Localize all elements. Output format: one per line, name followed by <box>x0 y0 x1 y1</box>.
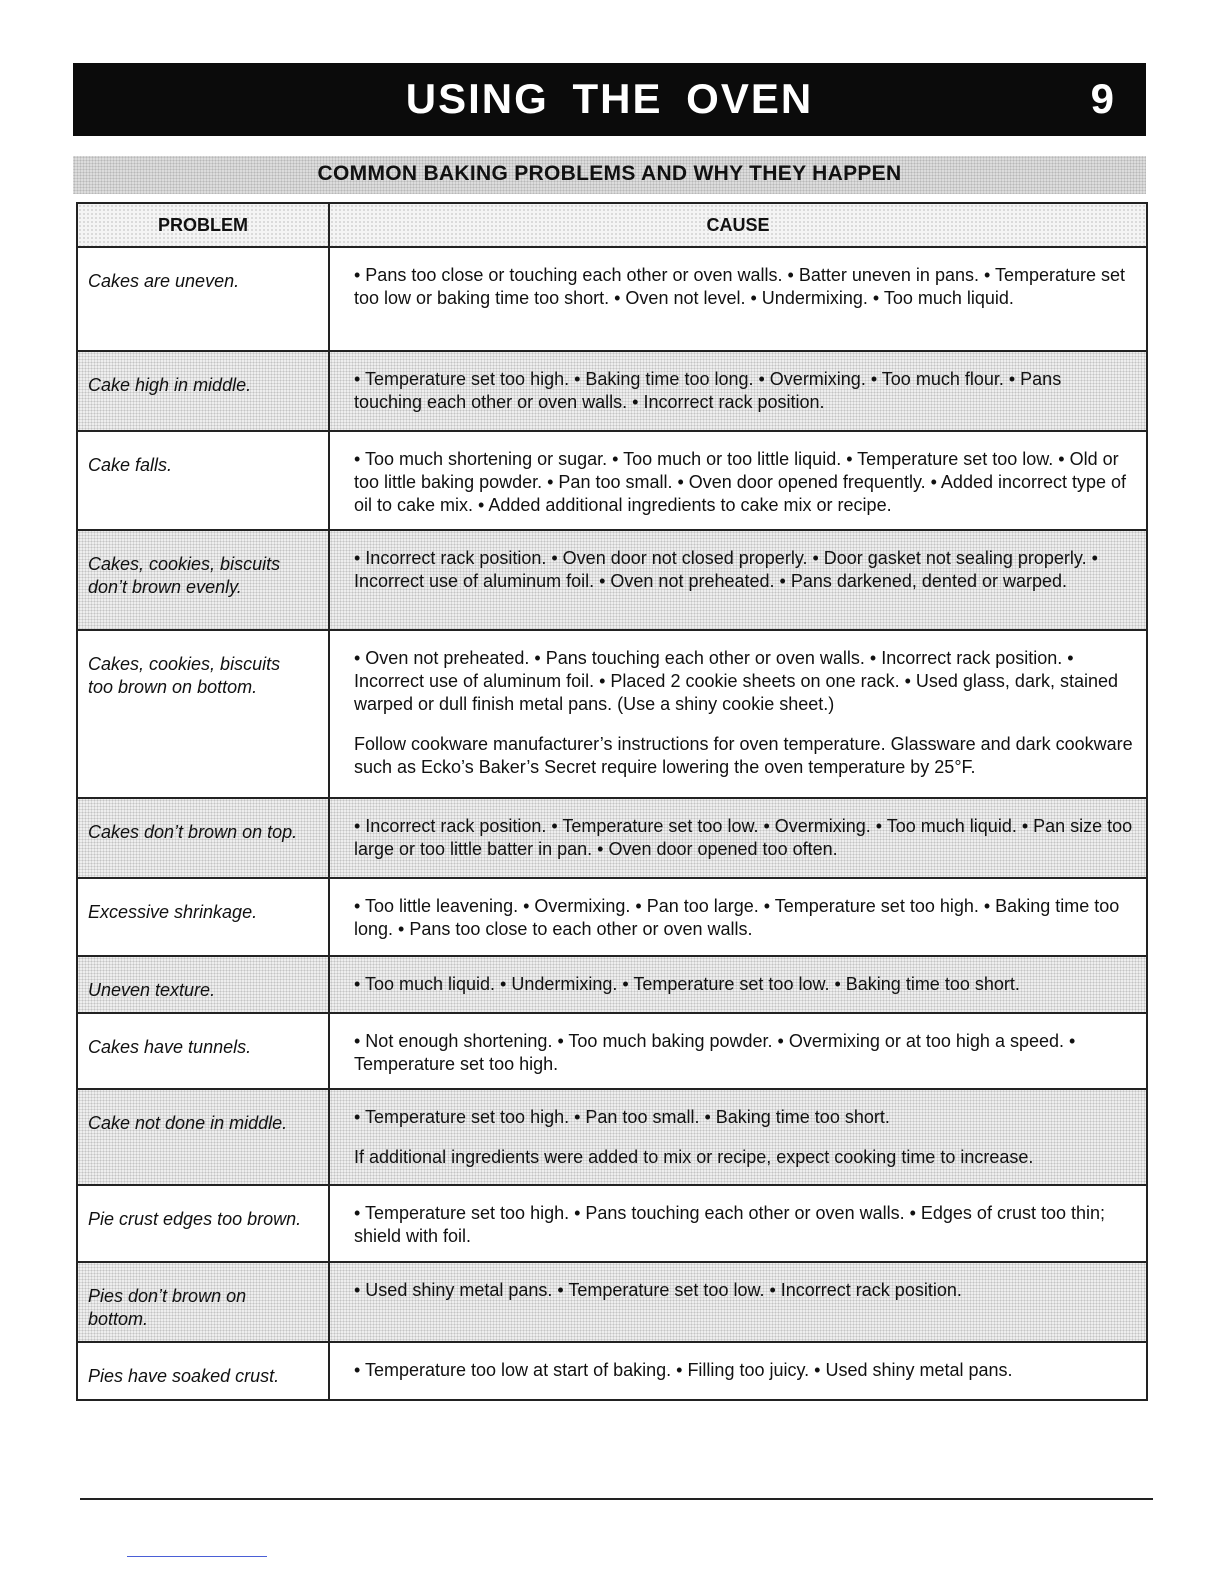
page-title: USING THE OVEN <box>405 75 814 122</box>
cause-note: If additional ingredients were added to mix or recipe, expect cooking time to increase. <box>354 1147 1034 1167</box>
problem-cell: Cakes have tunnels. <box>77 1013 329 1089</box>
problem-cell: Pie crust edges too brown. <box>77 1185 329 1262</box>
cause-text: • Not enough shortening. • Too much baking powder. • Overmixing or at too high a speed. • Temperature set too high. <box>354 1031 1076 1074</box>
table-row <box>77 1185 1147 1262</box>
cause-cell <box>329 1185 1147 1262</box>
cause-cell <box>329 247 1147 351</box>
cause-cell <box>329 1089 1147 1185</box>
problem-column-header: PROBLEM <box>77 203 329 247</box>
problem-cell: Cakes are uneven. <box>77 247 329 351</box>
table-row <box>77 956 1147 1013</box>
cause-text: • Temperature set too high. • Pans touching each other or oven walls. • Edges of crust too thin; shield with foil. <box>354 1203 1105 1246</box>
table-row <box>77 1262 1147 1342</box>
problem-cell: Uneven texture. <box>77 956 329 1013</box>
cause-text: • Too much shortening or sugar. • Too much or too little liquid. • Temperature set too low. • Old or too little baking powder. • Pan too small. • Oven door opened frequently. • Added incorrect type of oil to cake mix. • Added additional ingredients to cake mix or recipe. <box>354 449 1127 515</box>
cause-cell <box>329 431 1147 530</box>
problem-cell: Cake falls. <box>77 431 329 530</box>
cause-cell <box>329 798 1147 878</box>
cause-note: Follow cookware manufacturer’s instructions for oven temperature. Glassware and dark cookware such as Ecko’s Baker’s Secret require lowering the oven temperature by 25°F. <box>354 734 1133 777</box>
table-row <box>77 431 1147 530</box>
problem-cell: Cakes don’t brown on top. <box>77 798 329 878</box>
cause-text: • Oven not preheated. • Pans touching each other or oven walls. • Incorrect rack position. • Incorrect use of aluminum foil. • Placed 2 cookie sheets on one rack. • Used glass, dark, stained warped or dull finish metal pans. (Use a shiny cookie sheet.) <box>354 648 1118 714</box>
cause-cell <box>329 530 1147 630</box>
problem-cell: Cake not done in middle. <box>77 1089 329 1185</box>
table-row <box>77 530 1147 630</box>
table-row <box>77 351 1147 431</box>
table-row <box>77 630 1147 798</box>
problem-cell: Cakes, cookies, biscuits don’t brown evenly. <box>77 530 329 630</box>
table-row <box>77 878 1147 956</box>
problem-cell: Pies don’t brown on bottom. <box>77 1262 329 1342</box>
page-header <box>73 63 1146 136</box>
problem-cell: Excessive shrinkage. <box>77 878 329 956</box>
cause-cell <box>329 1013 1147 1089</box>
cause-cell <box>329 956 1147 1013</box>
table-row <box>77 247 1147 351</box>
cause-column-header: CAUSE <box>329 203 1147 247</box>
cause-text: • Too little leavening. • Overmixing. • Pan too large. • Temperature set too high. • Baking time too long. • Pans too close to each other or oven walls. <box>354 896 1120 939</box>
cause-cell <box>329 1342 1147 1400</box>
cause-cell <box>329 351 1147 431</box>
problem-cell: Cakes, cookies, biscuits too brown on bottom. <box>77 630 329 798</box>
table-header-row <box>77 203 1147 247</box>
problem-cell: Pies have soaked crust. <box>77 1342 329 1400</box>
cause-cell <box>329 630 1147 798</box>
problem-cell: Cake high in middle. <box>77 351 329 431</box>
table-row <box>77 1013 1147 1089</box>
cause-text: • Temperature set too high. • Pan too small. • Baking time too short. <box>354 1107 890 1127</box>
table-row <box>77 1342 1147 1400</box>
page-number: 9 <box>1090 75 1114 122</box>
cause-cell <box>329 1262 1147 1342</box>
footer-underline <box>127 1556 267 1557</box>
section-title: COMMON BAKING PROBLEMS AND WHY THEY HAPPEN <box>317 162 902 185</box>
cause-text: • Too much liquid. • Undermixing. • Temperature set too low. • Baking time too short. <box>354 974 1020 994</box>
cause-text: • Pans too close or touching each other or oven walls. • Batter uneven in pans. • Temperature set too low or baking time too short. • Oven not level. • Undermixing. • Too much liquid. <box>354 265 1126 308</box>
cause-text: • Incorrect rack position. • Temperature set too low. • Overmixing. • Too much liquid. • Pan size too large or too little batter in pan. • Oven door opened too often. <box>354 816 1133 859</box>
cause-text: • Temperature too low at start of baking. • Filling too juicy. • Used shiny metal pans. <box>354 1360 1013 1380</box>
cause-cell <box>329 878 1147 956</box>
cause-text: • Incorrect rack position. • Oven door not closed properly. • Door gasket not sealing properly. • Incorrect use of aluminum foil. • Oven not preheated. • Pans darkened, dented or warped. <box>354 548 1098 591</box>
cause-text: • Used shiny metal pans. • Temperature set too low. • Incorrect rack position. <box>354 1280 962 1300</box>
section-banner <box>73 156 1146 194</box>
footer-divider <box>80 1498 1153 1500</box>
table-row <box>77 1089 1147 1185</box>
table-row <box>77 798 1147 878</box>
cause-text: • Temperature set too high. • Baking time too long. • Overmixing. • Too much flour. • Pans touching each other or oven walls. • Incorrect rack position. <box>354 369 1062 412</box>
baking-problems-table <box>76 202 1148 1401</box>
